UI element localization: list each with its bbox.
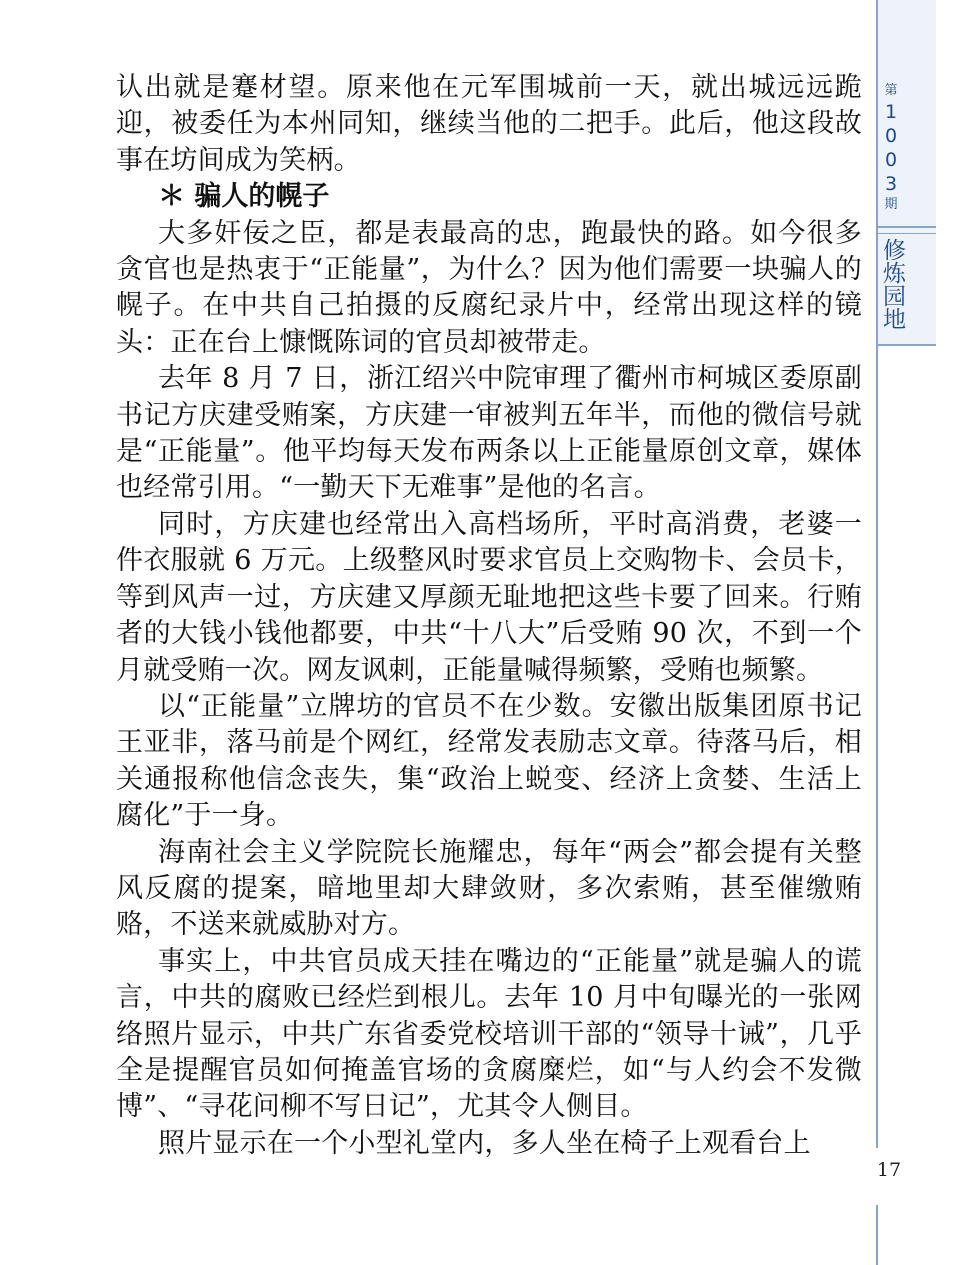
sidebar-divider: [878, 226, 936, 228]
paragraph: 去年 8 月 7 日，浙江绍兴中院审理了衢州市柯城区委原副书记方庆建受贿案，方庆建一审被判五年半，而他的微信号就是“正能量”。他平均每天发布两条以上正能量原创文章，媒体也经常引用。“一勤天下无难事”是他的名言。: [116, 363, 862, 504]
paragraph: 事实上，中共官员成天挂在嘴边的“正能量”就是骗人的谎言，中共的腐败已经烂到根儿。去年 10 月中旬曝光的一张网络照片显示，中共广东省委党校培训干部的“领导十诫”，几乎全是提醒官员如何掩盖官场的贪腐糜烂，如“与人约会不发微博”、“寻花问柳不写日记”，尤其令人侧目。: [116, 945, 862, 1123]
sidebar-divider: [878, 344, 936, 346]
paragraph: 同时，方庆建也经常出入高档场所，平时高消费，老婆一件衣服就 6 万元。上级整风时要求官员上交购物卡、会员卡，等到风声一过，方庆建又厚颜无耻地把这些卡要了回来。行贿者的大钱小钱他都要，中共“十八大”后受贿 90 次，不到一个月就受贿一次。网友讽刺，正能量喊得频繁，受贿也频繁。: [116, 508, 862, 686]
issue-digit: 0: [884, 149, 898, 171]
paragraph: 认出就是蹇材望。原来他在元军围城前一天，就出城远远跪迎，被委任为本州同知，继续当他的二把手。此后，他这段故事在坊间成为笑柄。: [116, 72, 862, 176]
issue-digit: 1: [884, 101, 898, 123]
paragraph: 以“正能量”立牌坊的官员不在少数。安徽出版集团原书记王亚非，落马前是个网红，经常发表励志文章。待落马后，相关通报称他信念丧失，集“政治上蜕变、经济上贪婪、生活上腐化”于一身。: [116, 690, 862, 832]
sidebar-divider: [878, 233, 936, 234]
section-heading: ＊ 骗人的幌子: [158, 181, 330, 213]
article-body: [116, 70, 862, 1162]
issue-label: [878, 82, 904, 214]
page-number: 17: [876, 1159, 902, 1181]
paragraph: 海南社会主义学院院长施耀忠，每年“两会”都会提有关整风反腐的提案，暗地里却大肆敛财，多次索贿，甚至催缴贿赂，不送来就威胁对方。: [116, 836, 862, 941]
sidebar-rule-bottom: [876, 1205, 878, 1265]
issue-digit: 0: [884, 125, 898, 147]
section-title: 修炼园地: [879, 238, 905, 330]
paragraph: 大多奸佞之臣，都是表最高的忠，跑最快的路。如今很多贪官也是热衷于“正能量”，为什么？因为他们需要一块骗人的幌子。在中共自己拍摄的反腐纪录片中，经常出现这样的镜头：正在台上慷慨陈词的官员却被带走。: [116, 217, 862, 358]
issue-suffix: 期: [884, 197, 898, 212]
issue-prefix: 第: [884, 83, 898, 98]
issue-digit: 3: [884, 173, 898, 195]
paragraph: 照片显示在一个小型礼堂内，多人坐在椅子上观看台上: [158, 1127, 811, 1159]
